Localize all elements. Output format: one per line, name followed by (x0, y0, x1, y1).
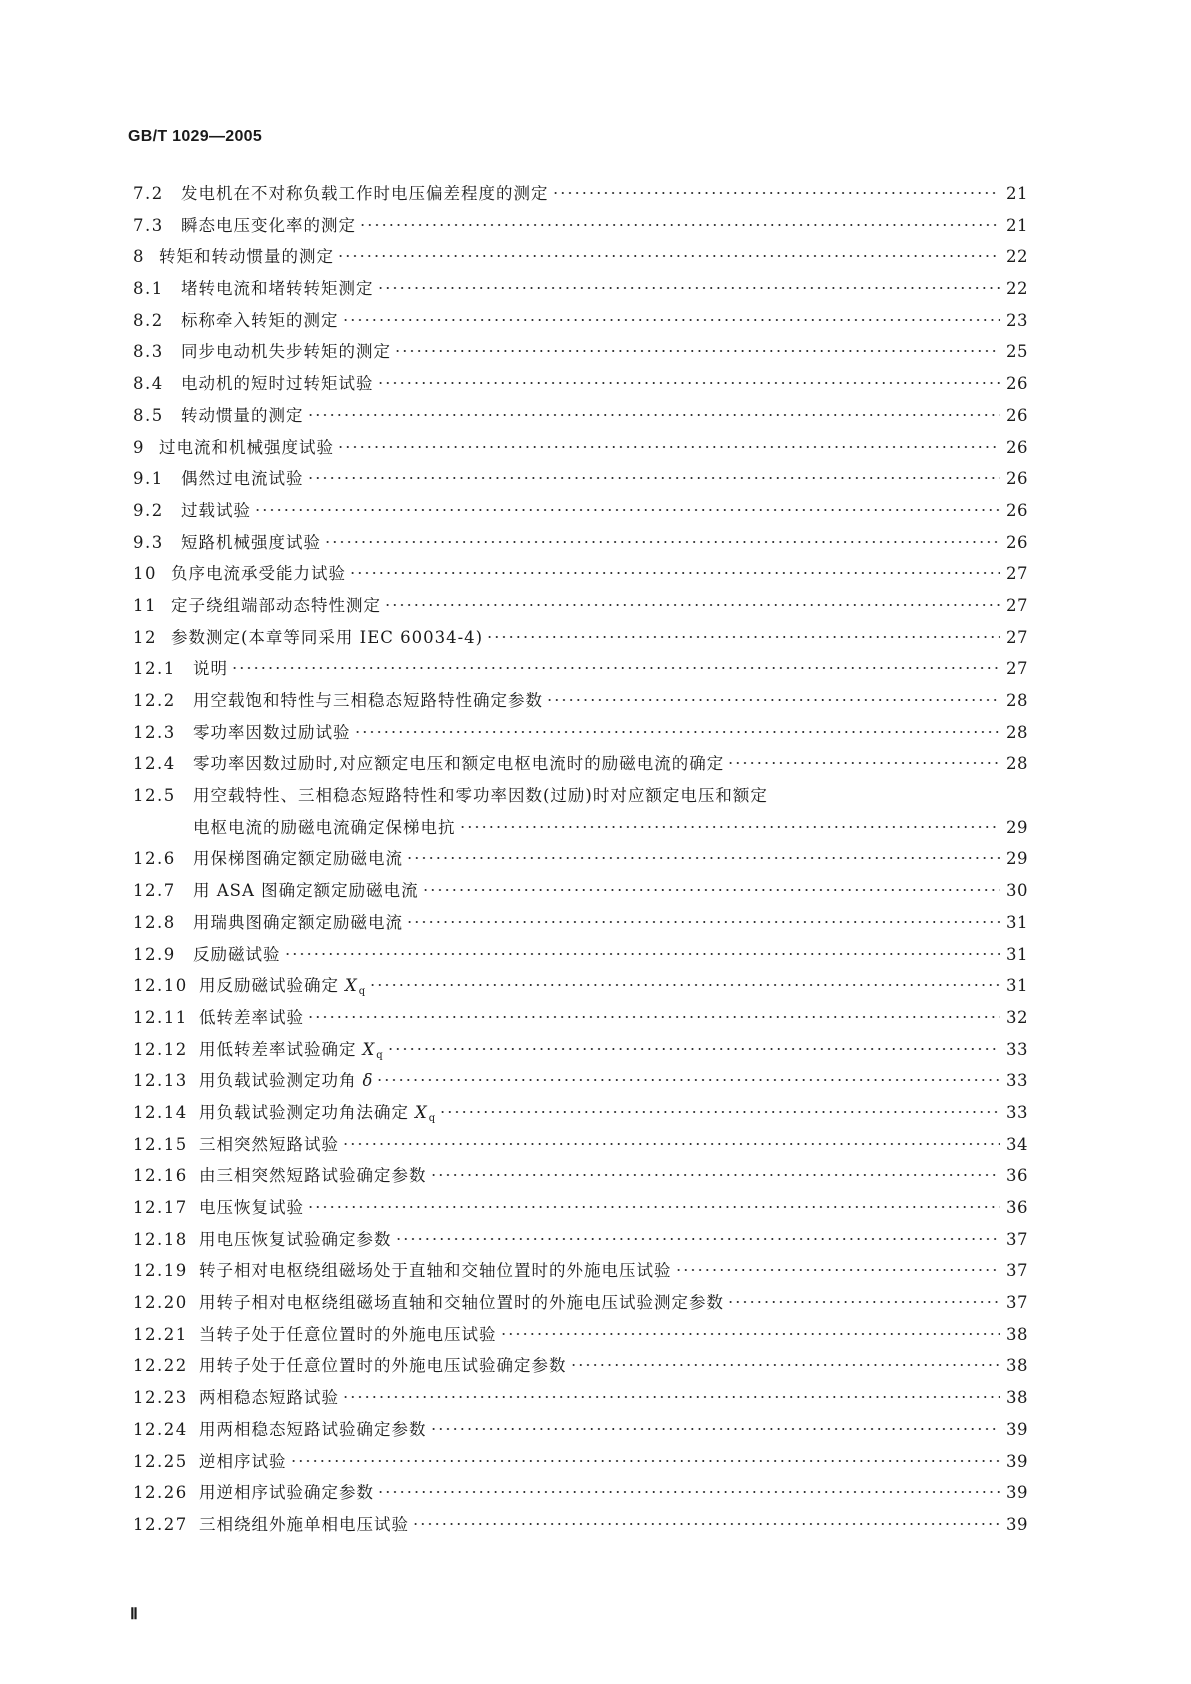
leader-dots (337, 445, 1000, 449)
toc-entry[interactable] (133, 624, 1028, 656)
toc-entry[interactable] (133, 402, 1028, 434)
toc-entry[interactable] (133, 655, 1028, 687)
leader-dots (412, 1522, 1000, 1526)
toc-entry-title: 用两相稳态短路试验确定参数 (199, 1419, 427, 1439)
toc-entry-number: 9.1 (133, 469, 164, 489)
toc-entry-number: 10 (133, 564, 157, 584)
toc-entry[interactable] (133, 1036, 1028, 1068)
toc-entry[interactable] (133, 750, 1028, 782)
toc-entry-number: 12.15 (133, 1134, 188, 1154)
toc-entry-title: 低转差率试验 (199, 1007, 304, 1027)
toc-entry[interactable] (133, 370, 1028, 402)
toc-entry[interactable] (133, 845, 1028, 877)
toc-entry-number: 8.3 (133, 342, 164, 362)
toc-entry-title: 转子相对电枢绕组磁场处于直轴和交轴位置时的外施电压试验 (199, 1261, 672, 1281)
toc-entry-page: 33 (1006, 1039, 1028, 1059)
toc-entry-number: 12.17 (133, 1198, 188, 1217)
leader-dots (387, 1047, 1000, 1051)
toc-entry-number: 8.1 (133, 279, 164, 299)
toc-entry-number: 8.2 (133, 310, 164, 330)
toc-entry-number: 12.12 (133, 1039, 188, 1059)
leader-dots (406, 856, 1000, 860)
toc-entry-number: 7.3 (133, 215, 164, 235)
toc-entry-title: 反励磁试验 (193, 944, 281, 964)
toc-entry-page: 29 (1006, 817, 1028, 837)
toc-entry[interactable] (133, 782, 1028, 814)
toc-entry-title: 过电流和机械强度试验 (159, 437, 334, 457)
toc-entry-title: 用电压恢复试验确定参数 (199, 1229, 392, 1249)
toc-entry-page: 26 (1006, 437, 1028, 457)
toc-entry[interactable] (133, 1384, 1028, 1416)
toc-entry-page: 27 (1006, 564, 1028, 584)
leader-dots (377, 286, 1001, 290)
toc-entry-page: 31 (1006, 944, 1028, 964)
toc-entry-title: 用低转差率试验确定 Xq (199, 1039, 384, 1061)
toc-entry-title: 偶然过电流试验 (181, 469, 304, 489)
toc-entry[interactable] (133, 1067, 1028, 1099)
leader-dots (284, 952, 1001, 956)
leader-dots (342, 318, 1001, 322)
toc-entry-number: 12.18 (133, 1229, 188, 1249)
leader-dots (500, 1332, 1001, 1336)
toc-entry[interactable] (133, 1004, 1028, 1036)
leader-dots (439, 1110, 1000, 1114)
leader-dots (459, 825, 1001, 829)
toc-entry-page: 21 (1006, 215, 1028, 235)
toc-entry-page: 22 (1006, 279, 1028, 299)
toc-entry-title: 电动机的短时过转矩试验 (181, 374, 374, 394)
math-symbol: Xq (362, 1039, 384, 1061)
toc-entry-number: 12.1 (133, 659, 176, 679)
toc-entry-title: 同步电动机失步转矩的测定 (181, 342, 391, 362)
leader-dots (552, 191, 1001, 195)
toc-entry[interactable] (133, 1448, 1028, 1480)
toc-entry-number: 8.4 (133, 374, 164, 394)
leader-dots (337, 254, 1000, 258)
leader-dots (369, 983, 1000, 987)
toc-entry-title: 三相绕组外施单相电压试验 (199, 1514, 409, 1534)
toc-entry-number: 12.26 (133, 1483, 188, 1503)
toc-entry-page: 26 (1006, 532, 1028, 552)
toc-entry-page: 38 (1006, 1356, 1028, 1376)
toc-entry-title: 用转子处于任意位置时的外施电压试验确定参数 (199, 1356, 567, 1376)
leader-dots (394, 349, 1000, 353)
leader-dots (377, 381, 1001, 385)
leader-dots (354, 730, 1001, 734)
toc-entry-number: 9 (133, 437, 145, 457)
toc-entry-page: 26 (1006, 500, 1028, 520)
toc-entry[interactable] (133, 275, 1028, 307)
math-symbol: Xq (415, 1102, 437, 1124)
leader-dots (307, 413, 1001, 417)
toc-entry-number: 12.9 (133, 944, 176, 964)
leader-dots (377, 1490, 1000, 1494)
toc-entry-page: 27 (1006, 659, 1028, 679)
leader-dots (546, 698, 1000, 702)
toc-entry-title: 堵转电流和堵转转矩测定 (181, 279, 374, 299)
toc-entry-page: 23 (1006, 310, 1028, 330)
math-subscript: q (428, 1112, 437, 1124)
toc-entry[interactable] (133, 434, 1028, 466)
toc-entry-number: 12.6 (133, 849, 176, 869)
toc-entry-title: 瞬态电压变化率的测定 (181, 215, 356, 235)
toc-entry-title: 用瑞典图确定额定励磁电流 (193, 912, 403, 932)
toc-entry-number: 7.2 (133, 184, 164, 203)
toc-entry-number: 11 (133, 595, 157, 615)
math-subscript: q (358, 986, 367, 998)
toc-entry-page: 37 (1006, 1229, 1028, 1249)
leader-dots (359, 223, 1000, 227)
toc-entry-number: 12.25 (133, 1451, 188, 1471)
leader-dots (430, 1173, 1001, 1177)
toc-entry[interactable] (133, 1352, 1028, 1384)
toc-entry-page: 28 (1006, 691, 1028, 710)
leader-dots (422, 888, 1000, 892)
toc-entry[interactable] (133, 338, 1028, 370)
leader-dots (727, 761, 1000, 765)
leader-dots (307, 476, 1001, 480)
toc-entry-title: 用空载饱和特性与三相稳态短路特性确定参数 (193, 691, 543, 710)
toc-entry-page: 37 (1006, 1293, 1028, 1313)
math-symbol: Xq (345, 976, 367, 998)
toc-entry[interactable] (133, 1099, 1028, 1131)
toc-entry[interactable] (133, 1479, 1028, 1511)
toc-entry-page: 28 (1006, 722, 1028, 742)
toc-entry-number: 8.5 (133, 405, 164, 425)
toc-entry-title: 当转子处于任意位置时的外施电压试验 (199, 1324, 497, 1344)
toc-entry-title: 用反励磁试验确定 Xq (199, 976, 367, 998)
toc-entry-page: 31 (1006, 912, 1028, 932)
toc-entry-number: 12.10 (133, 976, 188, 996)
standard-code: GB/T 1029—2005 (128, 128, 263, 145)
leader-dots (727, 1300, 1000, 1304)
toc-entry-page: 21 (1006, 184, 1028, 203)
toc-entry-title-cont: 电枢电流的励磁电流确定保梯电抗 (193, 817, 456, 837)
leader-dots (376, 1078, 1000, 1082)
page-number-footer: Ⅱ (130, 1606, 138, 1623)
toc-entry[interactable] (133, 687, 1028, 719)
leader-dots (349, 571, 1000, 575)
toc-entry-number: 12.19 (133, 1261, 188, 1281)
toc-entry-continuation[interactable] (133, 814, 1028, 846)
leader-dots (342, 1395, 1000, 1399)
toc-entry-page: 29 (1006, 849, 1028, 869)
toc-entry-page: 38 (1006, 1324, 1028, 1344)
toc-entry-title: 三相突然短路试验 (199, 1134, 339, 1154)
toc-entry-number: 12.14 (133, 1102, 188, 1122)
toc-entry[interactable] (133, 877, 1028, 909)
toc-entry[interactable] (133, 180, 1028, 212)
toc-entry[interactable] (133, 1289, 1028, 1321)
toc-entry-title: 用保梯图确定额定励磁电流 (193, 849, 403, 869)
toc-entry-page: 26 (1006, 374, 1028, 394)
toc-entry-title: 短路机械强度试验 (181, 532, 321, 552)
leader-dots (254, 508, 1000, 512)
toc-entry-title: 转动惯量的测定 (181, 405, 304, 425)
toc-entry-page: 26 (1006, 405, 1028, 425)
toc-entry-page: 28 (1006, 754, 1028, 774)
leader-dots (406, 920, 1000, 924)
toc-entry-number: 9.2 (133, 500, 164, 520)
toc-entry-number: 12.24 (133, 1419, 188, 1439)
toc-entry-title: 由三相突然短路试验确定参数 (199, 1166, 427, 1186)
leader-dots (570, 1363, 1001, 1367)
toc-entry[interactable] (133, 560, 1028, 592)
toc-entry[interactable] (133, 1194, 1028, 1226)
math-symbol: δ (362, 1071, 374, 1091)
toc-entry-number: 12.13 (133, 1071, 188, 1091)
toc-entry-title: 转矩和转动惯量的测定 (159, 247, 334, 267)
toc-entry-title: 用负载试验测定功角法确定 Xq (199, 1102, 437, 1124)
toc-entry[interactable] (133, 212, 1028, 244)
leader-dots (290, 1459, 1001, 1463)
toc-entry-page: 25 (1006, 342, 1028, 362)
toc-entry[interactable] (133, 497, 1028, 529)
toc-entry-title: 发电机在不对称负载工作时电压偏差程度的测定 (181, 184, 549, 203)
toc-entry-page: 27 (1006, 595, 1028, 615)
toc-entry-title: 说明 (193, 659, 228, 679)
toc-entry-page: 34 (1006, 1134, 1028, 1154)
toc-entry-page: 33 (1006, 1102, 1028, 1122)
leader-dots (675, 1268, 1001, 1272)
toc-entry[interactable] (133, 719, 1028, 751)
toc-entry-page: 33 (1006, 1071, 1028, 1091)
toc-entry-title: 标称牵入转矩的测定 (181, 310, 339, 330)
toc-entry-number: 12.23 (133, 1388, 188, 1408)
toc-entry-page: 26 (1006, 469, 1028, 489)
toc-entry[interactable] (133, 307, 1028, 339)
toc-entry[interactable] (133, 1131, 1028, 1163)
toc-entry-page: 36 (1006, 1198, 1028, 1217)
toc-entry[interactable] (133, 529, 1028, 561)
toc-entry-page: 37 (1006, 1261, 1028, 1281)
toc-entry-page: 36 (1006, 1166, 1028, 1186)
toc-entry-page: 38 (1006, 1388, 1028, 1408)
toc-entry-number: 12.7 (133, 881, 176, 901)
leader-dots (384, 603, 1000, 607)
toc-entry-number: 12.16 (133, 1166, 188, 1186)
toc-entry[interactable] (133, 465, 1028, 497)
toc-entry-page: 27 (1006, 627, 1028, 647)
toc-entry-number: 12.3 (133, 722, 176, 742)
toc-entry-title: 负序电流承受能力试验 (171, 564, 346, 584)
toc-entry[interactable] (133, 592, 1028, 624)
toc-entry-title: 过载试验 (181, 500, 251, 520)
toc-entry-number: 8 (133, 247, 145, 267)
toc-entry-title: 电压恢复试验 (199, 1198, 304, 1217)
toc-entry-title: 零功率因数过励试验 (193, 722, 351, 742)
leader-dots (231, 666, 1000, 670)
toc-entry-number: 12.2 (133, 691, 176, 710)
toc-entry-number: 12.4 (133, 754, 176, 774)
toc-entry-title: 逆相序试验 (199, 1451, 287, 1471)
toc-entry-title: 参数测定(本章等同采用 IEC 60034-4) (171, 627, 484, 647)
toc-entry[interactable] (133, 972, 1028, 1004)
leader-dots (395, 1237, 1001, 1241)
toc-entry[interactable] (133, 909, 1028, 941)
toc-entry-number: 12.20 (133, 1293, 188, 1313)
leader-dots (486, 635, 1000, 639)
toc-entry-number: 12 (133, 627, 157, 647)
toc-entry[interactable] (133, 941, 1028, 973)
toc-entry-number: 12.27 (133, 1514, 188, 1534)
toc-entry-title: 用转子相对电枢绕组磁场直轴和交轴位置时的外施电压试验测定参数 (199, 1293, 724, 1313)
toc-entry[interactable] (133, 1257, 1028, 1289)
leader-dots (324, 540, 1000, 544)
toc-entry-page: 39 (1006, 1419, 1028, 1439)
leader-dots (430, 1427, 1001, 1431)
toc-entry-page: 39 (1006, 1451, 1028, 1471)
toc-entry-title: 用逆相序试验确定参数 (199, 1483, 374, 1503)
toc-entry-title: 用空载特性、三相稳态短路特性和零功率因数(过励)时对应额定电压和额定 (193, 786, 768, 806)
toc-entry-number: 12.11 (133, 1007, 188, 1027)
toc-entry-number: 12.21 (133, 1324, 188, 1344)
toc-entry-title: 定子绕组端部动态特性测定 (171, 595, 381, 615)
toc-entry-title: 用负载试验测定功角 δ (199, 1071, 374, 1091)
leader-dots (307, 1205, 1000, 1209)
math-subscript: q (376, 1049, 384, 1061)
toc-entry[interactable] (133, 1416, 1028, 1448)
toc-entry-title: 用 ASA 图确定额定励磁电流 (193, 881, 419, 901)
toc-entry-number: 12.8 (133, 912, 176, 932)
leader-dots (307, 1015, 1000, 1019)
toc-entry-page: 39 (1006, 1514, 1028, 1534)
toc-entry[interactable] (133, 1226, 1028, 1258)
toc-entry[interactable] (133, 1162, 1028, 1194)
toc-entry-page: 31 (1006, 976, 1028, 996)
toc-entry-number: 9.3 (133, 532, 164, 552)
toc-entry-page: 22 (1006, 247, 1028, 267)
table-of-contents (133, 180, 1028, 1543)
toc-entry[interactable] (133, 1511, 1028, 1543)
toc-entry-page: 30 (1006, 881, 1028, 901)
toc-entry-number: 12.5 (133, 786, 176, 806)
toc-entry[interactable] (133, 243, 1028, 275)
leader-dots (342, 1142, 1000, 1146)
toc-entry-number: 12.22 (133, 1356, 188, 1376)
toc-entry-title: 两相稳态短路试验 (199, 1388, 339, 1408)
toc-entry-title: 零功率因数过励时,对应额定电压和额定电枢电流时的励磁电流的确定 (193, 754, 725, 774)
toc-entry-page: 39 (1006, 1483, 1028, 1503)
toc-entry[interactable] (133, 1321, 1028, 1353)
toc-entry-page: 32 (1006, 1007, 1028, 1027)
